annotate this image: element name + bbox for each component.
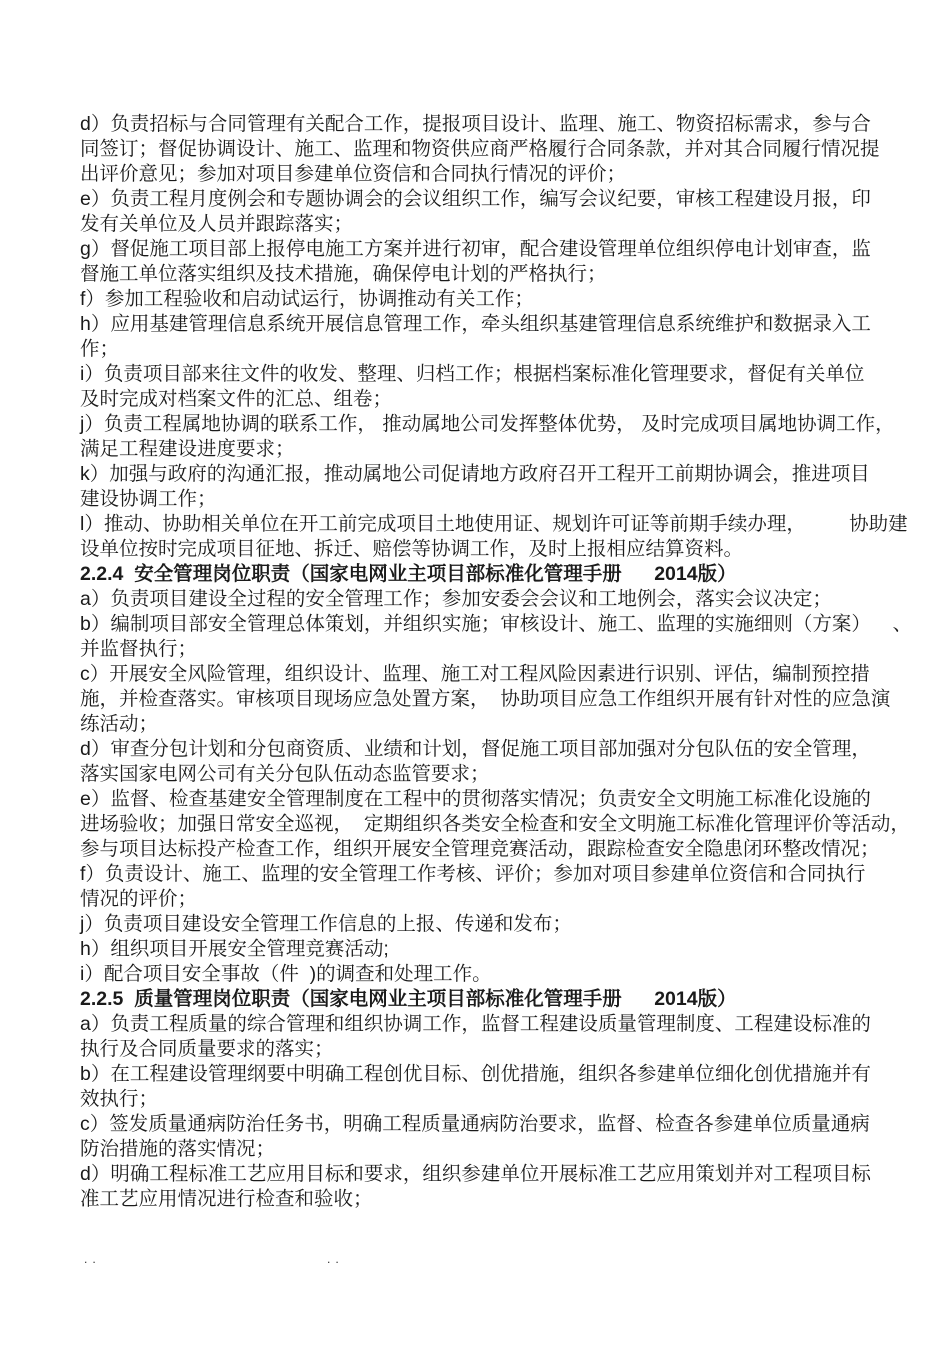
paragraph-line: 满足工程建设进度要求； [80,438,295,460]
paragraph-line: 及时完成对档案文件的汇总、组卷； [80,388,393,410]
paragraph-line: 作； [80,338,120,360]
paragraph-line: j）负责项目建设安全管理工作信息的上报、传递和发布； [80,913,572,935]
paragraph-line: h）应用基建管理信息系统开展信息管理工作，牵头组织基建管理信息系统维护和数据录入工 [80,313,871,335]
paragraph-line: e）负责工程月度例会和专题协调会的会议组织工作，编写会议纪要，审核工程建设月报，印 [80,188,871,210]
paragraph-line: 情况的评价； [80,888,198,910]
paragraph-line: i）配合项目安全事故（件 )的调查和处理工作。 [80,963,492,985]
paragraph-line: 同签订；督促协调设计、施工、监理和物资供应商严格履行合同条款，并对其合同履行情况提 [80,138,880,160]
paragraph-line: 效执行； [80,1088,159,1110]
paragraph-line: 并监督执行； [80,638,198,660]
paragraph-line: a）负责项目建设全过程的安全管理工作；参加安委会会议和工地例会，落实会议决定； [80,588,832,610]
paragraph-line: 发有关单位及人员并跟踪落实； [80,213,354,235]
paragraph-line: 出评价意见；参加对项目参建单位资信和合同执行情况的评价； [80,163,627,185]
paragraph-line: 督施工单位落实组织及技术措施，确保停电计划的严格执行； [80,263,607,285]
paragraph-line: c）签发质量通病防治任务书，明确工程质量通病防治要求，监督、检查各参建单位质量通病 [80,1113,870,1135]
paragraph-line: 执行及合同质量要求的落实； [80,1038,334,1060]
paragraph-line: h）组织项目开展安全管理竞赛活动; [80,938,389,960]
document-body [80,112,913,1212]
paragraph-line: j）负责工程属地协调的联系工作， 推动属地公司发挥整体优势， 及时完成项目属地协调工作， [80,413,895,435]
footer-mark-left: .. [83,1256,100,1266]
paragraph-line: d）明确工程标准工艺应用目标和要求，组织参建单位开展标准工艺应用策划并对工程项目标 [80,1163,871,1185]
paragraph-line: c）开展安全风险管理，组织设计、监理、施工对工程风险因素进行识别、评估，编制预控措 [80,663,870,685]
footer-mark-right: .. [326,1256,343,1266]
paragraph-line: 准工艺应用情况进行检查和验收； [80,1188,373,1210]
paragraph-line: k）加强与政府的沟通汇报，推动属地公司促请地方政府召开工程开工前期协调会，推进项目 [80,463,870,485]
paragraph-line: 落实国家电网公司有关分包队伍动态监管要求； [80,763,490,785]
section-heading: 2.2.4 安全管理岗位职责（国家电网业主项目部标准化管理手册 2014版） [80,563,737,585]
paragraph-line: b）编制项目部安全管理总体策划，并组织实施；审核设计、施工、监理的实施细则（方案） 、 [80,613,913,635]
paragraph-line: a）负责工程质量的综合管理和组织协调工作，监督工程建设质量管理制度、工程建设标准的 [80,1013,871,1035]
paragraph-line: 防治措施的落实情况； [80,1138,276,1160]
paragraph-line: f）负责设计、施工、监理的安全管理工作考核、评价；参加对项目参建单位资信和合同执行 [80,863,866,885]
paragraph-line: d）负责招标与合同管理有关配合工作，提报项目设计、监理、施工、物资招标需求，参与合 [80,113,871,135]
paragraph-line: d）审查分包计划和分包商资质、业绩和计划，督促施工项目部加强对分包队伍的安全管理， [80,738,871,760]
paragraph-line: i）负责项目部来往文件的收发、整理、归档工作；根据档案标准化管理要求，督促有关单位 [80,363,865,385]
paragraph-line: 参与项目达标投产检查工作，组织开展安全管理竞赛活动，跟踪检查安全隐患闭环整改情况； [80,838,880,860]
paragraph-line: e）监督、检查基建安全管理制度在工程中的贯彻落实情况；负责安全文明施工标准化设施的 [80,788,871,810]
paragraph-line: b）在工程建设管理纲要中明确工程创优目标、创优措施，组织各参建单位细化创优措施并有 [80,1063,871,1085]
paragraph-line: g）督促施工项目部上报停电施工方案并进行初审，配合建设管理单位组织停电计划审查，监 [80,238,871,260]
paragraph-line: l）推动、协助相关单位在开工前完成项目土地使用证、规划许可证等前期手续办理， 协助建 [80,513,908,535]
paragraph-line: 设单位按时完成项目征地、拆迁、赔偿等协调工作，及时上报相应结算资料。 [80,538,744,560]
paragraph-line: 进场验收；加强日常安全巡视， 定期组织各类安全检查和安全文明施工标准化管理评价等活动， [80,813,910,835]
paragraph-line: 建设协调工作； [80,488,217,510]
section-heading: 2.2.5 质量管理岗位职责（国家电网业主项目部标准化管理手册 2014版） [80,988,737,1010]
paragraph-line: f）参加工程验收和启动试运行，协调推动有关工作； [80,288,534,310]
paragraph-line: 施，并检查落实。审核项目现场应急处置方案， 协助项目应急工作组织开展有针对性的应急演 [80,688,891,710]
paragraph-line: 练活动； [80,713,159,735]
